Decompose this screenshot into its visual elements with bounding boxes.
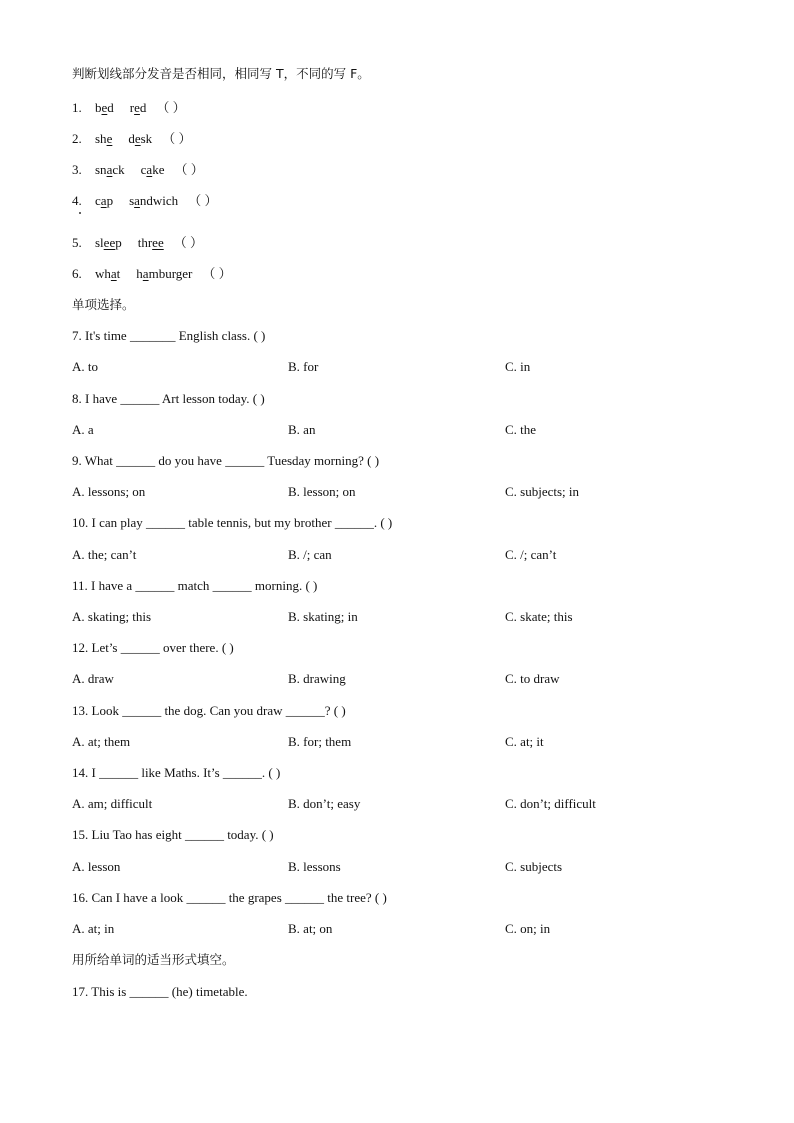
- question-7: 7. It's time _______ English class. ( ): [72, 328, 266, 343]
- option-b[interactable]: B. lessons: [288, 859, 341, 874]
- question-15: 15. Liu Tao has eight ______ today. ( ): [72, 827, 274, 842]
- option-c[interactable]: C. the: [505, 422, 537, 437]
- answer-paren[interactable]: （ ）: [188, 193, 218, 208]
- pron-item-1: 1. bed red （ ）: [72, 100, 186, 115]
- question-11: 11. I have a ______ match ______ morning. ( ): [72, 578, 318, 593]
- option-b[interactable]: B. lesson; on: [288, 484, 356, 499]
- option-b[interactable]: B. skating; in: [288, 609, 358, 624]
- option-b[interactable]: B. an: [288, 422, 316, 437]
- section2-heading: 单项选择。: [72, 297, 135, 312]
- option-c[interactable]: C. on; in: [505, 921, 551, 936]
- pron-item-3: 3. snack cake （ ）: [72, 162, 204, 177]
- option-b[interactable]: B. drawing: [288, 671, 346, 686]
- question-16: 16. Can I have a look ______ the grapes ______ the tree? ( ): [72, 890, 387, 905]
- question-14: 14. I ______ like Maths. It’s ______. ( ): [72, 765, 281, 780]
- pron-item-5: 5. sleep three （ ）: [72, 235, 203, 250]
- option-a[interactable]: A. a: [72, 422, 94, 437]
- question-8: 8. I have ______ Art lesson today. ( ): [72, 391, 265, 406]
- stray-dot: [79, 212, 81, 214]
- option-a[interactable]: A. at; in: [72, 921, 115, 936]
- answer-paren[interactable]: （ ）: [202, 266, 232, 281]
- answer-paren[interactable]: （ ）: [162, 131, 192, 146]
- option-b[interactable]: B. at; on: [288, 921, 333, 936]
- option-c[interactable]: C. at; it: [505, 734, 544, 749]
- option-a[interactable]: A. lesson: [72, 859, 121, 874]
- option-a[interactable]: A. at; them: [72, 734, 131, 749]
- pron-item-6: 6. what hamburger （ ）: [72, 266, 232, 281]
- option-c[interactable]: C. don’t; difficult: [505, 796, 596, 811]
- option-a[interactable]: A. to: [72, 359, 98, 374]
- question-13: 13. Look ______ the dog. Can you draw ______? ( ): [72, 703, 346, 718]
- option-c[interactable]: C. in: [505, 359, 531, 374]
- section3-heading: 用所给单词的适当形式填空。: [72, 952, 235, 967]
- option-c[interactable]: C. /; can’t: [505, 547, 557, 562]
- answer-paren[interactable]: （ ）: [174, 162, 204, 177]
- option-b[interactable]: B. for; them: [288, 734, 352, 749]
- option-a[interactable]: A. lessons; on: [72, 484, 146, 499]
- section1-heading: 判断划线部分发音是否相同，相同写 T，不同的写 F。: [72, 66, 370, 81]
- option-a[interactable]: A. skating; this: [72, 609, 152, 624]
- question-10: 10. I can play ______ table tennis, but my brother ______. ( ): [72, 515, 393, 530]
- question-17: 17. This is ______ (he) timetable.: [72, 984, 248, 999]
- pron-item-2: 2. she desk （ ）: [72, 131, 192, 146]
- answer-paren[interactable]: （ ）: [173, 235, 203, 250]
- option-a[interactable]: A. draw: [72, 671, 114, 686]
- pron-item-4: 4. cap sandwich （ ）: [72, 193, 218, 208]
- option-b[interactable]: B. for: [288, 359, 319, 374]
- option-b[interactable]: B. don’t; easy: [288, 796, 361, 811]
- question-9: 9. What ______ do you have ______ Tuesday morning? ( ): [72, 453, 380, 468]
- question-12: 12. Let’s ______ over there. ( ): [72, 640, 234, 655]
- option-c[interactable]: C. skate; this: [505, 609, 573, 624]
- answer-paren[interactable]: （ ）: [156, 100, 186, 115]
- option-a[interactable]: A. the; can’t: [72, 547, 137, 562]
- option-c[interactable]: C. subjects: [505, 859, 563, 874]
- option-c[interactable]: C. subjects; in: [505, 484, 580, 499]
- option-b[interactable]: B. /; can: [288, 547, 332, 562]
- option-a[interactable]: A. am; difficult: [72, 796, 153, 811]
- option-c[interactable]: C. to draw: [505, 671, 560, 686]
